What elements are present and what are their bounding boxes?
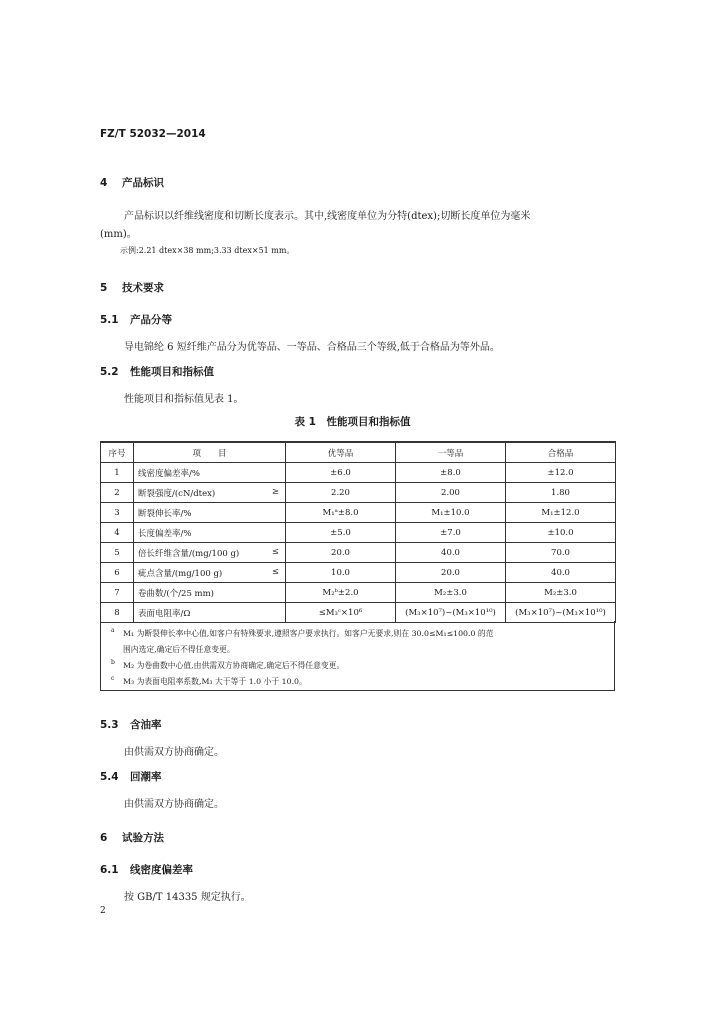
section-title: 产品分等 <box>130 314 172 326</box>
row-item <box>134 563 286 583</box>
cell-superior: M₁ᵃ±8.0 <box>286 503 396 523</box>
table-row <box>101 483 616 503</box>
cell-qualified: ±12.0 <box>506 463 616 483</box>
item-label: 断裂伸长率/% <box>138 508 192 519</box>
section-title: 试验方法 <box>122 832 164 844</box>
section-4-paragraph-cont: (mm)。 <box>100 229 137 240</box>
row-item <box>134 603 286 623</box>
note-text: M₂ 为卷曲数中心值,由供需双方协商确定,确定后不得任意变更。 <box>123 661 345 670</box>
section-number: 6 <box>100 832 108 844</box>
cell-qualified: 40.0 <box>506 563 616 583</box>
cell-superior: 10.0 <box>286 563 396 583</box>
cell-qualified: M₂±3.0 <box>506 583 616 603</box>
row-number: 2 <box>101 483 134 503</box>
header-qualified: 合格品 <box>506 442 616 463</box>
row-item <box>134 463 286 483</box>
cell-qualified: (M₃×10⁷)~(M₃×10¹⁰) <box>506 603 616 623</box>
section-5-1-heading <box>100 312 172 327</box>
item-operator: ≤ <box>271 566 279 577</box>
section-title: 含油率 <box>130 719 162 731</box>
section-6-1-paragraph: 按 GB/T 14335 规定执行。 <box>124 892 251 903</box>
cell-first-grade: 20.0 <box>396 563 506 583</box>
section-number: 5 <box>100 282 108 294</box>
section-5-3-paragraph: 由供需双方协商确定。 <box>124 747 224 758</box>
section-number: 5.4 <box>100 771 119 783</box>
row-number: 6 <box>101 563 134 583</box>
note-text: M₃ 为表面电阻率系数,M₃ 大于等于 1.0 小于 10.0。 <box>123 677 307 686</box>
cell-qualified: ±10.0 <box>506 523 616 543</box>
table-row <box>101 503 616 523</box>
section-6-1-heading <box>100 862 193 877</box>
row-item <box>134 543 286 563</box>
section-5-1-paragraph: 导电锦纶 6 短纤维产品分为优等品、一等品、合格品三个等级,低于合格品为等外品。 <box>124 342 500 353</box>
row-number: 7 <box>101 583 134 603</box>
table-caption: 表 1 性能项目和指标值 <box>294 416 411 428</box>
cell-first-grade: (M₃×10⁷)~(M₃×10¹⁰) <box>396 603 506 623</box>
row-item <box>134 503 286 523</box>
table-note <box>111 658 608 674</box>
cell-qualified: 70.0 <box>506 543 616 563</box>
row-number: 3 <box>101 503 134 523</box>
item-label: 长度偏差率/% <box>138 528 192 539</box>
note-mark: a <box>111 627 115 634</box>
table-row <box>101 583 616 603</box>
section-number: 6.1 <box>100 864 119 876</box>
cell-first-grade: M₁±10.0 <box>396 503 506 523</box>
header-item: 项 目 <box>134 442 286 463</box>
section-title: 技术要求 <box>122 282 164 294</box>
table-row <box>101 463 616 483</box>
cell-superior: 20.0 <box>286 543 396 563</box>
cell-superior: M₂ᵇ±2.0 <box>286 583 396 603</box>
item-label: 倍长纤维含量/(mg/100 g) <box>138 548 240 559</box>
table-row <box>101 543 616 563</box>
cell-qualified: 1.80 <box>506 483 616 503</box>
note-mark: b <box>111 659 115 666</box>
section-number: 4 <box>100 177 108 189</box>
section-5-3-heading <box>100 717 162 732</box>
note-text: 围内选定,确定后不得任意变更。 <box>123 645 235 654</box>
performance-table <box>100 441 616 623</box>
section-title: 线密度偏差率 <box>130 864 193 876</box>
table-row <box>101 603 616 623</box>
row-number: 8 <box>101 603 134 623</box>
cell-first-grade: ±7.0 <box>396 523 506 543</box>
header-first-grade: 一等品 <box>396 442 506 463</box>
row-item <box>134 583 286 603</box>
table-header-row <box>101 442 616 463</box>
cell-first-grade: 2.00 <box>396 483 506 503</box>
cell-superior: ±5.0 <box>286 523 396 543</box>
section-number: 5.2 <box>100 366 119 378</box>
cell-first-grade: ±8.0 <box>396 463 506 483</box>
section-5-2-heading <box>100 364 214 379</box>
row-item <box>134 523 286 543</box>
section-5-4-heading <box>100 769 162 784</box>
header-superior: 优等品 <box>286 442 396 463</box>
item-label: 疵点含量/(mg/100 g) <box>138 568 223 579</box>
header-no: 序号 <box>101 442 134 463</box>
section-number: 5.3 <box>100 719 119 731</box>
table-row <box>101 563 616 583</box>
row-number: 1 <box>101 463 134 483</box>
section-4-heading <box>100 175 164 190</box>
page-number: 2 <box>100 906 106 916</box>
section-title: 性能项目和指标值 <box>130 366 214 378</box>
standard-code: FZ/T 52032—2014 <box>100 128 206 140</box>
section-5-heading <box>100 280 164 295</box>
section-4-paragraph: 产品标识以纤维线密度和切断长度表示。其中,线密度单位为分特(dtex);切断长度单位为毫米 <box>124 211 531 222</box>
table-note <box>111 626 608 642</box>
item-label: 卷曲数/(个/25 mm) <box>138 588 214 599</box>
table-note <box>111 674 608 690</box>
note-text: M₁ 为断裂伸长率中心值,如客户有特殊要求,遵照客户要求执行。如客户无要求,则在 30.0≤M₁≤100.0 的范 <box>123 629 494 638</box>
item-label: 断裂强度/(cN/dtex) <box>138 488 216 499</box>
item-operator: ≥ <box>271 486 279 497</box>
row-number: 5 <box>101 543 134 563</box>
item-operator: ≤ <box>271 546 279 557</box>
section-title: 产品标识 <box>122 177 164 189</box>
table-note <box>123 642 608 658</box>
section-number: 5.1 <box>100 314 119 326</box>
table-notes <box>100 621 615 691</box>
table-row <box>101 523 616 543</box>
section-5-4-paragraph: 由供需双方协商确定。 <box>124 799 224 810</box>
item-label: 线密度偏差率/% <box>138 468 200 479</box>
item-label: 表面电阻率/Ω <box>138 608 191 619</box>
cell-superior: ±6.0 <box>286 463 396 483</box>
section-6-heading <box>100 830 164 845</box>
row-item <box>134 483 286 503</box>
cell-superior: 2.20 <box>286 483 396 503</box>
cell-superior: ≤M₃ᶜ×10⁶ <box>286 603 396 623</box>
section-5-2-paragraph: 性能项目和指标值见表 1。 <box>124 394 244 405</box>
note-mark: c <box>111 675 115 682</box>
cell-first-grade: 40.0 <box>396 543 506 563</box>
row-number: 4 <box>101 523 134 543</box>
section-title: 回潮率 <box>130 771 162 783</box>
cell-first-grade: M₂±3.0 <box>396 583 506 603</box>
cell-qualified: M₁±12.0 <box>506 503 616 523</box>
section-4-example: 示例:2.21 dtex×38 mm;3.33 dtex×51 mm。 <box>120 246 295 255</box>
